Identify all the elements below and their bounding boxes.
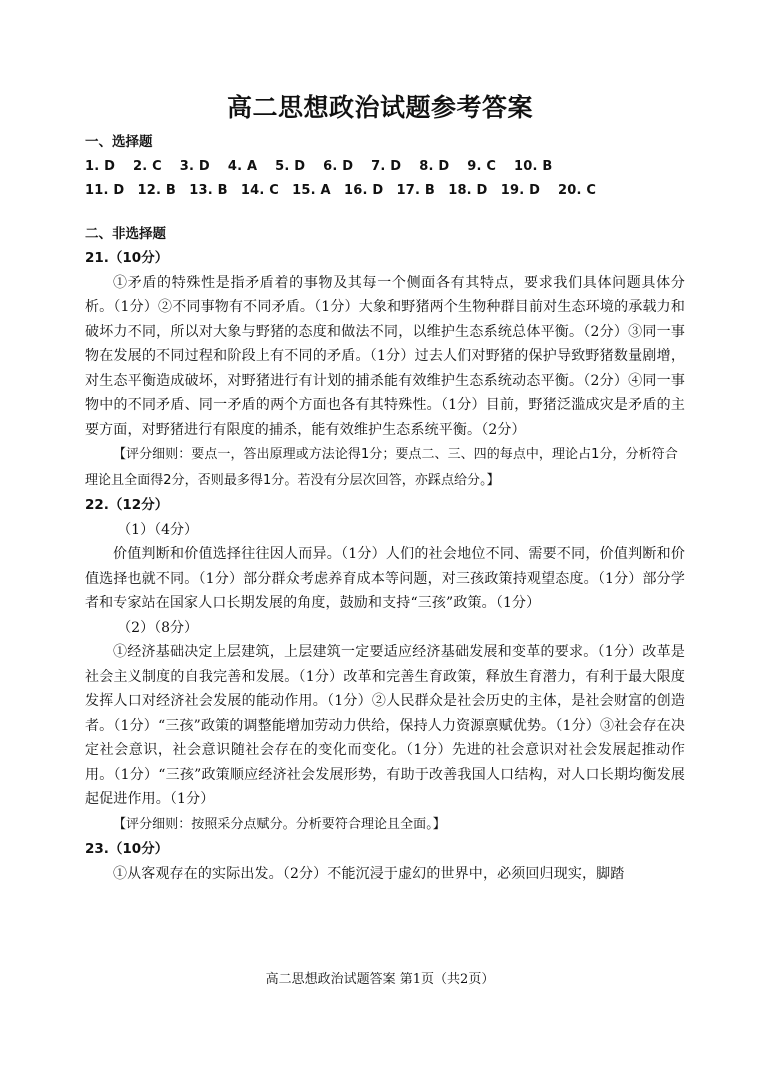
question-23-answer: ①从客观存在的实际出发。（2分）不能沉浸于虚幻的世界中，必须回归现实，脚踏	[113, 865, 625, 882]
question-22-part-1-answer: 价值判断和价值选择往往因人而异。（1分）人们的社会地位不同、需要不同，价值判断和价值选择也就不同。（1分）部分群众考虑养育成本等问题，对三孩政策持观望态度。（1分）部分学者和专家站在国家人口长期发展的角度，鼓励和支持“三孩”政策。（1分）	[85, 546, 685, 611]
question-21-grading-rules	[85, 442, 685, 493]
section-heading-multiple-choice: 一、选择题	[85, 134, 153, 150]
question-22-grading-rules	[85, 812, 685, 838]
choice-answers-row-2: 11. D 12. B 13. B 14. C 15. A 16. D 17. B 18. D 19. D 20. C	[85, 183, 597, 198]
question-23-heading: 23.（10分）	[85, 841, 169, 857]
section-heading-non-choice: 二、非选择题	[85, 225, 166, 242]
page-footer: 高二思想政治试题答案 第1页（共2页）	[265, 972, 495, 987]
question-22-grading-text: 【评分细则：按照采分点赋分。分析要符合理论且全面。】	[113, 816, 446, 832]
page-title: 高二思想政治试题参考答案	[226, 93, 533, 122]
question-22-heading: 22.（12分）	[85, 497, 169, 513]
answer-content	[85, 130, 685, 886]
question-22-part-1-label: （1）（4分）	[117, 521, 199, 538]
question-22-part-2-label: （2）（8分）	[117, 619, 199, 636]
choice-answers-row-1: 1. D 2. C 3. D 4. A 5. D 6. D 7. D 8. D 9. C 10. B	[85, 158, 553, 174]
section-spacer	[85, 204, 685, 222]
question-21-grading-text: 【评分细则：要点一，答出原理或方法论得1分；要点二、三、四的每点中，理论占1分，分析符合理论且全面得2分，否则最多得1分。若没有分层次回答，亦踩点给分。】	[85, 447, 678, 488]
question-21-answer: ①矛盾的特殊性是指矛盾着的事物及其每一个侧面各有其特点，要求我们具体问题具体分析。（1分）②不同事物有不同矛盾。（1分）大象和野猪两个生物种群目前对生态环境的承载力和破坏力不同，所以对大象与野猪的态度和做法不同，以维护生态系统总体平衡。（2分）③同一事物在发展的不同过程和阶段上有不同的矛盾。（1分）过去人们对野猪的保护导致野猪数量剧增，对生态平衡造成破坏，对野猪进行有计划的捕杀能有效维护生态系统动态平衡。（2分）④同一事物中的不同矛盾、同一矛盾的两个方面也各有其特殊性。（1分）目前，野猪泛滥成灾是矛盾的主要方面，对野猪进行有限度的捕杀，能有效维护生态系统平衡。（2分）	[85, 274, 685, 438]
question-22-part-2-answer: ①经济基础决定上层建筑，上层建筑一定要适应经济基础发展和变革的要求。（1分）改革是社会主义制度的自我完善和发展。（1分）改革和完善生育政策，释放生育潜力，有利于最大限度发挥人口对经济社会发展的能动作用。（1分）②人民群众是社会历史的主体，是社会财富的创造者。（1分）“三孩”政策的调整能增加劳动力供给，保持人力资源禀赋优势。（1分）③社会存在决定社会意识，社会意识随社会存在的变化而变化。（1分）先进的社会意识对社会发展起推动作用。（1分）“三孩”政策顺应经济社会发展形势，有助于改善我国人口结构，对人口长期均衡发展起促进作用。（1分）	[85, 644, 685, 807]
question-21-heading: 21.（10分）	[85, 250, 169, 266]
